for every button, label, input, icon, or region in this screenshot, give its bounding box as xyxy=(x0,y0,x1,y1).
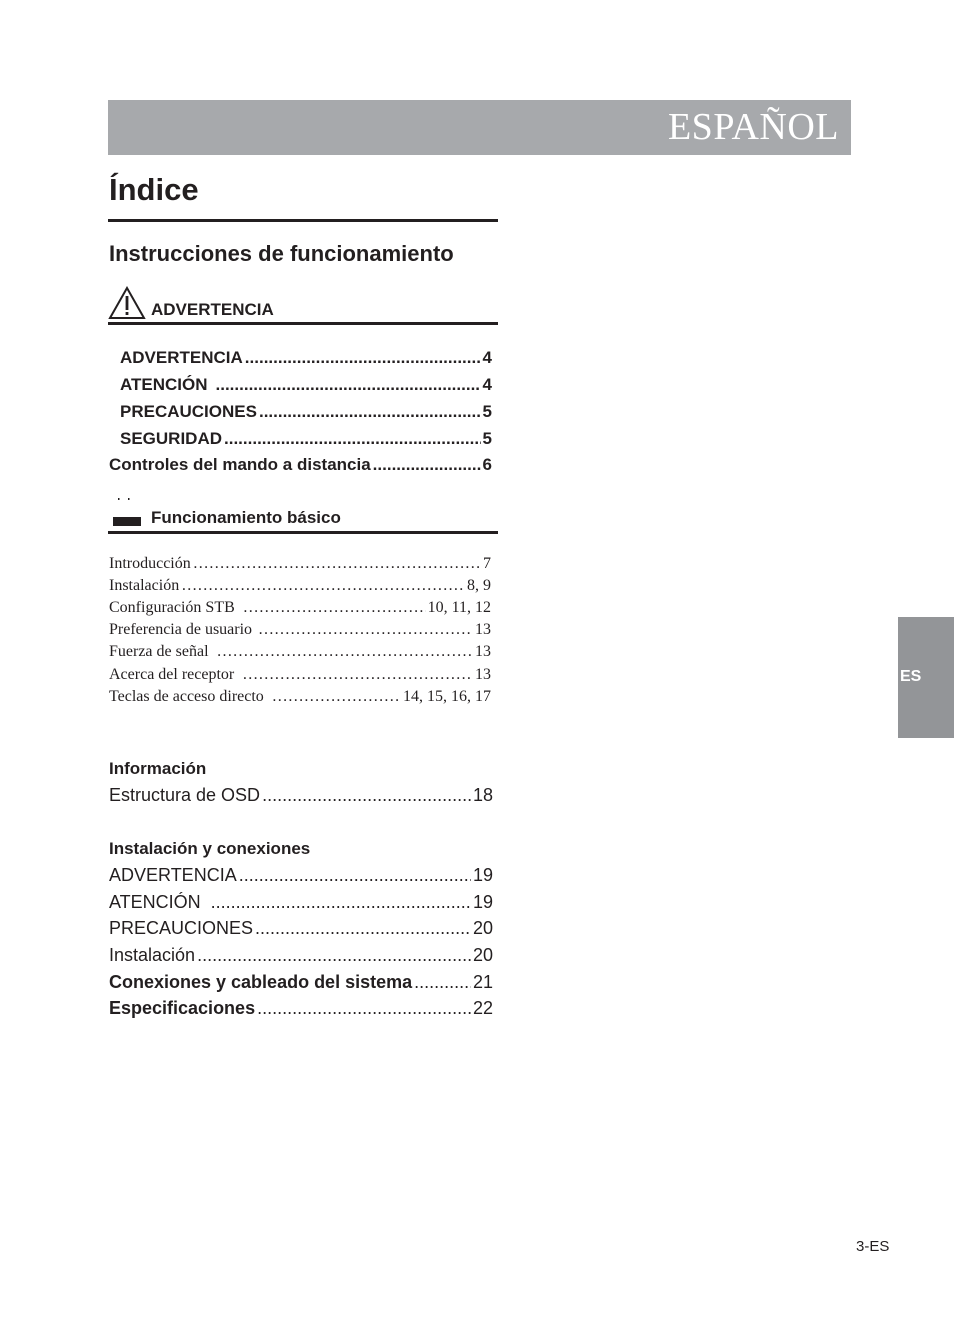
banner-language: ESPAÑOL xyxy=(667,106,839,148)
dot-leader xyxy=(243,599,426,617)
toc-entry[interactable] xyxy=(109,972,493,993)
title-divider xyxy=(108,219,498,222)
toc-entry[interactable] xyxy=(120,375,492,395)
toc-entry[interactable] xyxy=(109,688,491,706)
toc-label: Fuerza de señal xyxy=(109,643,209,660)
dot-leader xyxy=(217,643,473,661)
dot-leader xyxy=(255,918,471,939)
warning-divider xyxy=(108,322,498,325)
toc-page: 19 xyxy=(472,892,493,912)
toc-entry[interactable] xyxy=(109,998,493,1019)
toc-page: 13 xyxy=(475,621,491,638)
section-subtitle: Instrucciones de funcionamiento xyxy=(109,241,454,266)
dot-leader xyxy=(197,945,471,966)
toc-entry[interactable] xyxy=(109,945,493,966)
dot-leader xyxy=(257,998,471,1019)
toc-label: ADVERTENCIA xyxy=(109,865,237,885)
dot-leader xyxy=(239,865,471,886)
page-title: Índice xyxy=(109,172,199,207)
toc-label: PRECAUCIONES xyxy=(109,918,254,938)
toc-label: Preferencia de usuario xyxy=(109,621,253,638)
toc-label: Acerca del receptor xyxy=(109,666,235,683)
dot-leader xyxy=(272,688,401,706)
toc-entry[interactable] xyxy=(109,455,492,475)
toc-page: 18 xyxy=(472,785,493,805)
toc-entry[interactable] xyxy=(109,918,493,939)
toc-label: Introducción xyxy=(109,555,191,572)
dot-leader xyxy=(258,621,473,639)
toc-entry[interactable] xyxy=(109,555,491,573)
page-number: 3-ES xyxy=(856,1238,890,1255)
basic-divider xyxy=(108,531,498,534)
dot-leader xyxy=(262,785,471,806)
dot-leader xyxy=(242,666,473,684)
toc-label: Estructura de OSD xyxy=(109,785,261,805)
dot-leader xyxy=(224,429,481,449)
toc-entry[interactable] xyxy=(109,621,491,639)
toc-entry[interactable] xyxy=(109,666,491,684)
side-tab-label: ES xyxy=(900,668,922,685)
toc-page: 20 xyxy=(472,945,493,965)
language-banner xyxy=(108,100,851,155)
toc-entry[interactable] xyxy=(120,429,492,449)
toc-entry[interactable] xyxy=(109,785,493,806)
toc-page: 5 xyxy=(482,402,492,421)
toc-label: Conexiones y cableado del sistema xyxy=(109,972,413,992)
toc-label: SEGURIDAD xyxy=(120,429,223,448)
toc-page: 6 xyxy=(482,455,492,474)
toc-page: 4 xyxy=(482,375,492,394)
toc-page: 7 xyxy=(483,555,491,572)
toc-page: 8, 9 xyxy=(467,577,491,594)
remote-control-icon xyxy=(112,496,142,528)
install-heading: Instalación y conexiones xyxy=(109,839,311,858)
toc-label: Especificaciones xyxy=(109,998,256,1018)
toc-label: ATENCIÓN xyxy=(120,375,208,394)
dot-leader xyxy=(259,402,481,422)
dot-leader xyxy=(193,555,481,573)
language-side-tab xyxy=(898,617,954,738)
toc-entry[interactable] xyxy=(120,402,492,422)
toc-page: 4 xyxy=(482,348,492,367)
toc-page: 13 xyxy=(475,643,491,660)
dot-leader xyxy=(211,892,471,913)
toc-entry[interactable] xyxy=(109,865,493,886)
dot-leader xyxy=(414,972,471,993)
warning-heading: ADVERTENCIA xyxy=(151,300,274,319)
toc-label: Configuración STB xyxy=(109,599,235,616)
warning-triangle-icon xyxy=(108,286,146,320)
toc-page: 10, 11, 12 xyxy=(427,599,491,616)
toc-entry[interactable] xyxy=(109,892,493,913)
dot-leader xyxy=(181,577,465,595)
toc-entry[interactable] xyxy=(109,577,491,595)
toc-page: 21 xyxy=(472,972,493,992)
dot-leader xyxy=(216,375,481,395)
toc-page: 22 xyxy=(472,998,493,1018)
info-heading: Información xyxy=(109,759,207,778)
toc-label: ATENCIÓN xyxy=(109,892,201,912)
toc-label: Instalación xyxy=(109,945,196,965)
toc-entry[interactable] xyxy=(120,348,492,368)
toc-page: 20 xyxy=(472,918,493,938)
toc-entry[interactable] xyxy=(109,643,491,661)
dot-leader xyxy=(373,455,481,475)
toc-page: 13 xyxy=(475,666,491,683)
toc-entry[interactable] xyxy=(109,599,491,617)
basic-heading: Funcionamiento básico xyxy=(151,508,341,527)
toc-page: 5 xyxy=(482,429,492,448)
toc-page: 14, 15, 16, 17 xyxy=(403,688,491,705)
toc-label: Controles del mando a distancia xyxy=(109,455,371,474)
toc-label: Instalación xyxy=(109,577,180,594)
toc-label: Teclas de acceso directo xyxy=(109,688,264,705)
toc-label: ADVERTENCIA xyxy=(120,348,243,367)
dot-leader xyxy=(245,348,481,368)
toc-page: 19 xyxy=(472,865,493,885)
toc-label: PRECAUCIONES xyxy=(120,402,257,421)
